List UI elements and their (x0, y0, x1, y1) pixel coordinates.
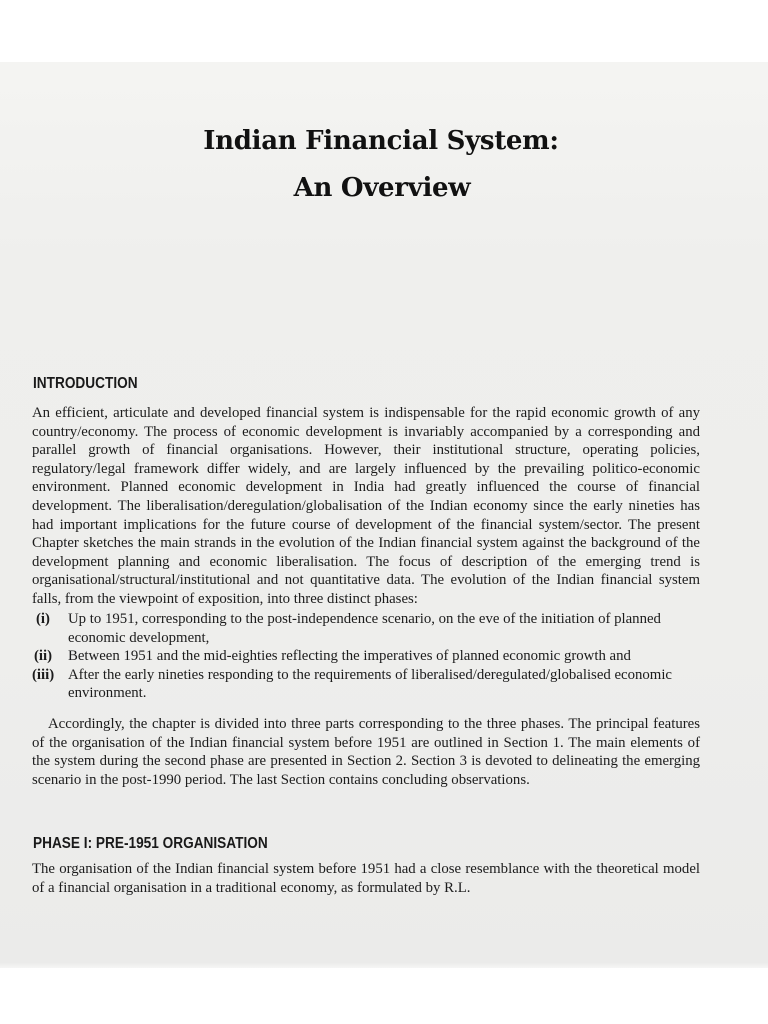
introduction-closing-paragraph (32, 715, 700, 789)
introduction-paragraph (32, 404, 700, 609)
phase-list (32, 610, 700, 703)
phase-list-item (32, 666, 700, 703)
chapter-title-line-1: Indian Financial System: (203, 126, 559, 156)
phase-text: Between 1951 and the mid-eighties reflecting the imperatives of planned economic growth and (68, 648, 631, 665)
phase-list-item (32, 610, 700, 647)
phase-number: (ii) (34, 648, 53, 665)
phase-number: (i) (36, 611, 50, 627)
chapter-title-line-2: An Overview (293, 173, 471, 203)
introduction-heading: INTRODUCTION (33, 375, 138, 392)
closing-text: Accordingly, the chapter is divided into three parts corresponding to the three phases. The principal features of the organisation of the Indian financial system before 1951 are outlined in Section 1. The main elements of the system during the second phase are presented in Section 2. Section 3 is devoted to delineating the emerging scenario in the post-1990 period. The last Section contains concluding observations. (32, 716, 700, 788)
page-top-margin (0, 0, 768, 62)
phase-list-item (32, 647, 700, 666)
phase-text: After the early nineties responding to the requirements of liberalised/deregulated/globalised economic environment. (68, 666, 672, 702)
phase-text: Up to 1951, corresponding to the post-independence scenario, on the eve of the initiation of planned economic development, (68, 611, 661, 646)
phase-1-heading: PHASE I: PRE-1951 ORGANISATION (33, 835, 268, 852)
phase-1-paragraph (32, 860, 700, 897)
phase-number: (iii) (32, 666, 55, 683)
page-bottom-margin (0, 968, 768, 1024)
phase-1-text: The organisation of the Indian financial system before 1951 had a close resemblance with the theoretical model of a financial organisation in a traditional economy, as formulated by R.L. (32, 861, 700, 896)
introduction-text: An efficient, articulate and developed financial system is indispensable for the rapid economic growth of any country/economy. The process of economic development is invariably accompanied by a corresponding and parallel growth of financial organisations. However, their institutional structure, operating policies, regulatory/legal framework differ widely, and are largely influenced by the prevailing politico-economic environment. Planned economic development in India had greatly influenced the course of financial development. The liberalisation/deregulation/globalisation of the Indian economy since the early nineties has had important implications for the future course of development of the financial system/sector. The present Chapter sketches the main strands in the evolution of the Indian financial system against the background of the development planning and economic liberalisation. The focus of description of the emerging trend is organisational/structural/institutional and not quantitative data. The evolution of the Indian financial system falls, from the viewpoint of exposition, into three distinct phases: (32, 405, 700, 607)
